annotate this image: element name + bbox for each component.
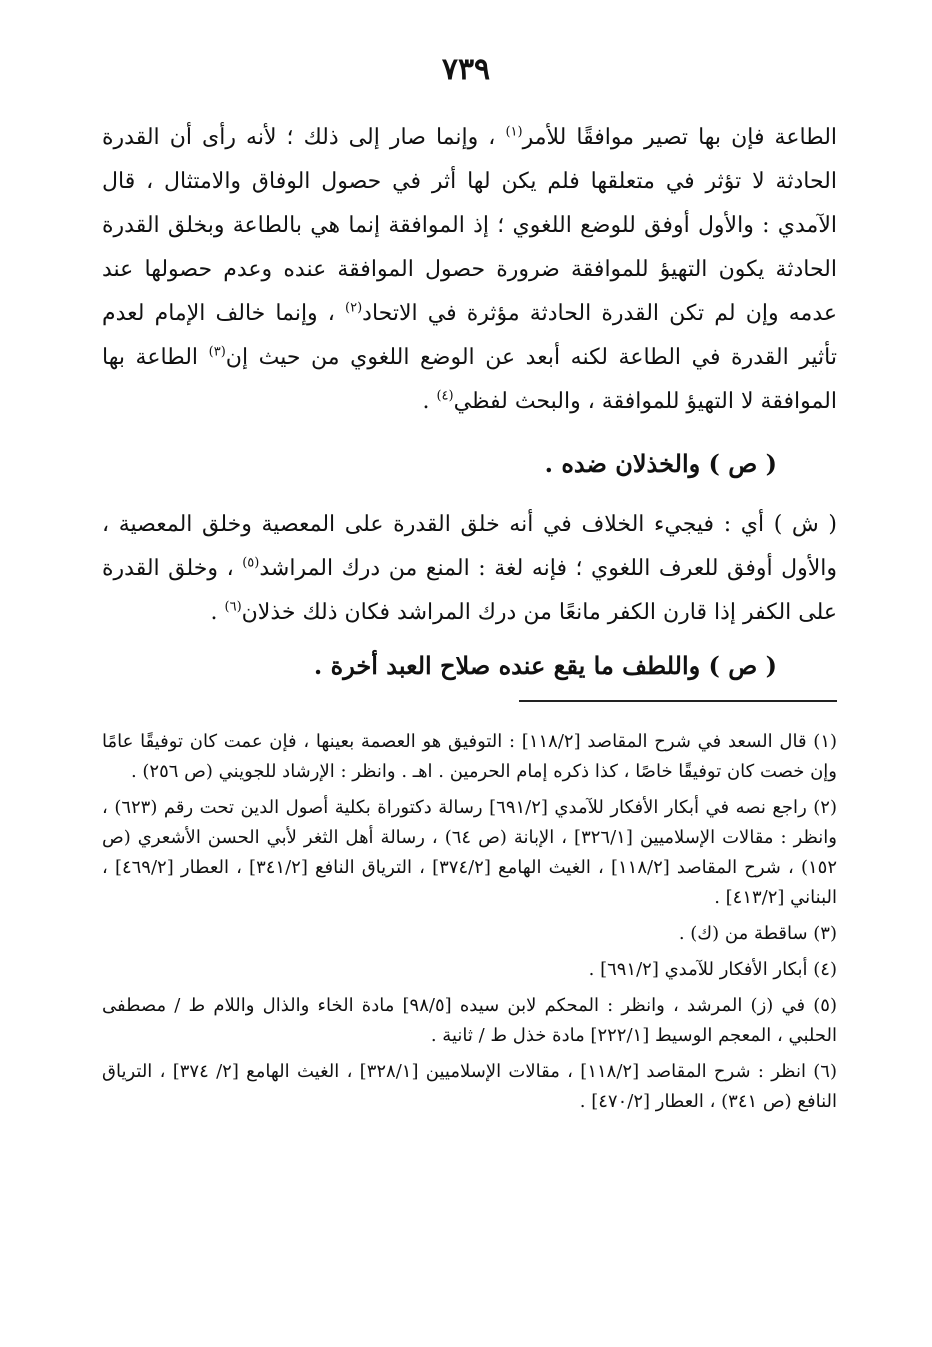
footnote-ref: (٦) xyxy=(224,599,242,615)
footnote-item: (٦) انظر : شرح المقاصد [١١٨/٢] ، مقالات الإسلاميين [٣٢٨/١] ، الغيث الهامع [٢/ ٣٧٤] ، الترياق النافع (ص ٣٤١) ، العطار [٤٧٠/٢] . xyxy=(102,1061,837,1112)
footnote-ref: (٥) xyxy=(242,555,260,571)
main-text-segment: . xyxy=(422,389,437,414)
main-paragraph xyxy=(102,116,837,424)
footnote-ref: (١) xyxy=(505,124,523,140)
matn-heading-block xyxy=(102,442,837,486)
main-text-segment: ، وإنما صار إلى ذلك ؛ لأنه رأى أن القدرة الحادثة لا تؤثر في متعلقها فلم يكن لها أثر في حصول الوفاق والامتثال ، قال الآمدي : والأول أوفق للوضع اللغوي ؛ إذ الموافقة إنما هي بالطاعة وبخلق القدرة الحادثة يكون التهيؤ للموافقة ضرورة حصول الموافقة عنده وعدم حصولها عند عدمه وإن لم تكن القدرة الحادثة مؤثرة في الاتحاد xyxy=(102,125,838,326)
matn-heading-lutf: ( ص ) واللطف ما يقع عنده صلاح العبد أخرة . xyxy=(313,651,777,680)
footnote-item: (٤) أبكار الأفكار للآمدي [٦٩١/٢] . xyxy=(588,959,837,980)
footnote-ref: (٤) xyxy=(436,388,454,404)
matn-heading-khidhlan: ( ص ) والخذلان ضده . xyxy=(544,449,777,478)
sharh-text-segment: ، وخلق القدرة على الكفر إذا قارن الكفر مانعًا من درك المراشد فكان ذلك خذلان xyxy=(102,556,837,625)
footnote-item: (٥) في (ز) المرشد ، وانظر : المحكم لابن سيده [٩٨/٥] مادة الخاء والذال واللام ط / مصطفى الحلبي ، المعجم الوسيط [٢٢٢/١] مادة خذل ط / ثانية . xyxy=(102,995,837,1046)
footnote-ref: (٢) xyxy=(345,300,363,316)
footnote-separator xyxy=(519,700,837,702)
sharh-text-segment: ( ش ) أي : فيجيء الخلاف في أنه خلق القدرة على المعصية وخلق المعصية ، والأول أوفق للعرف اللغوي ؛ فإنه لغة : المنع من درك المراشد xyxy=(102,512,837,581)
footnote-item: (٢) راجع نصه في أبكار الأفكار للآمدي [٦٩١/٢] رسالة دكتوراة بكلية أصول الدين تحت رقم (٦٢٣) ، وانظر : مقالات الإسلاميين [٣٢٦/١] ، الإبانة (ص ٦٤) ، رسالة أهل الثغر لأبي الحسن الأشعري (ص ١٥٢) ، شرح المقاصد [١١٨/٢] ، الغيث الهامع [٣٧٤/٢] ، الترياق النافع [٣٤١/٢] ، العطار [٤٦٩/٢] ، البناني [٤١٣/٢] . xyxy=(102,797,837,908)
sharh-text-segment: . xyxy=(210,600,225,625)
main-text-block xyxy=(102,116,837,424)
footnote-ref: (٣) xyxy=(208,344,226,360)
footnotes-section xyxy=(102,727,837,1123)
footnote-item: (٣) ساقطة من (ك) . xyxy=(678,923,837,944)
main-text-segment: الطاعة بها الموافقة لا التهيؤ للموافقة ، والبحث لفظي xyxy=(102,345,837,414)
page-number: ٧٣٩ xyxy=(441,52,491,87)
sharh-text-block xyxy=(102,503,837,635)
sharh-paragraph xyxy=(102,503,837,635)
footnote-item: (١) قال السعد في شرح المقاصد [١١٨/٢] : التوفيق هو العصمة بعينها ، فإن عمت كان توفيقًا عامًا وإن خصت كان توفيقًا خاصًا ، كذا ذكره إمام الحرمين . اهـ . وانظر : الإرشاد للجويني (ص ٢٥٦) . xyxy=(102,731,838,782)
main-text-segment: ، وإنما خالف الإمام لعدم تأثير القدرة في الطاعة لكنه أبعد عن الوضع اللغوي من حيث إن xyxy=(102,301,837,370)
main-text-segment: الطاعة فإن بها تصير موافقًا للأمر xyxy=(522,125,838,150)
matn-heading-block xyxy=(102,644,837,688)
